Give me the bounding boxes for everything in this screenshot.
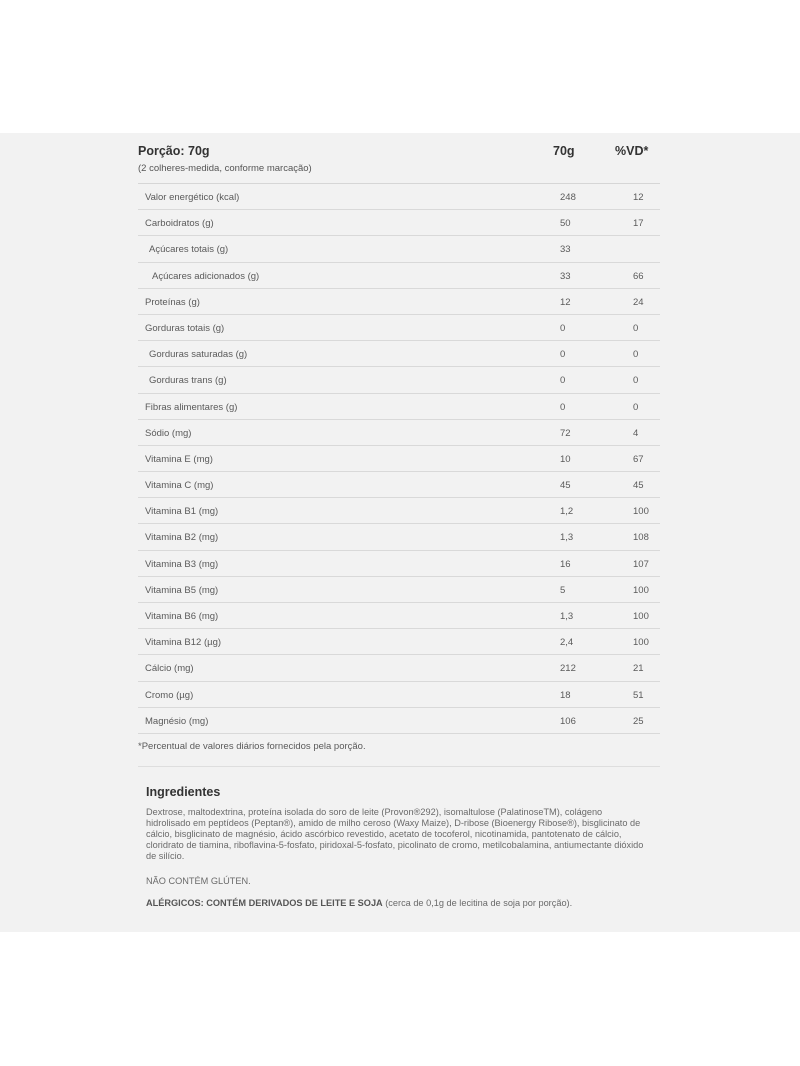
table-row [138, 524, 660, 550]
nutrient-name: Vitamina C (mg) [145, 480, 214, 492]
nutrient-amount: 212 [560, 663, 576, 675]
nutrient-amount: 72 [560, 427, 571, 439]
allergen-notice [146, 898, 572, 908]
nutrient-name: Gorduras trans (g) [149, 375, 227, 387]
nutrient-name: Vitamina B6 (mg) [145, 611, 219, 622]
nutrient-vd: 0 [633, 375, 639, 387]
nutrient-amount: 50 [560, 218, 571, 230]
nutrient-amount: 16 [560, 558, 571, 570]
table-row [138, 367, 660, 393]
nutrient-vd: 51 [633, 689, 644, 701]
nutrient-amount: 33 [560, 244, 571, 256]
nutrient-vd: 108 [633, 532, 649, 544]
nutrient-name: Carboidratos (g) [145, 218, 214, 230]
nutrient-name: Sódio (mg) [145, 427, 192, 439]
allergen-label: ALÉRGICOS: CONTÉM DERIVADOS DE LEITE E SOJA [146, 898, 383, 908]
nutrient-vd: 100 [633, 637, 649, 649]
table-row [138, 184, 660, 210]
nutrient-vd: 100 [633, 611, 649, 622]
nutrient-amount: 2,4 [560, 637, 574, 649]
nutrient-name: Fibras alimentares (g) [145, 401, 238, 413]
nutrient-amount: 1,3 [560, 611, 574, 622]
allergen-note: (cerca de 0,1g de lecitina de soja por porção). [382, 898, 573, 908]
nutrient-vd: 100 [633, 584, 649, 596]
table-row [138, 420, 660, 446]
nutrient-amount: 5 [560, 584, 566, 596]
nutrient-vd: 0 [633, 322, 639, 334]
nutrient-amount: 18 [560, 689, 571, 701]
table-row [138, 629, 660, 655]
nutrient-rows [138, 184, 660, 734]
nutrient-vd: 0 [633, 401, 639, 413]
nutrient-vd: 66 [633, 270, 644, 282]
nutrient-amount: 0 [560, 349, 566, 361]
nutrient-amount: 0 [560, 375, 566, 387]
nutrient-name: Cálcio (mg) [145, 663, 194, 675]
nutrient-amount: 0 [560, 401, 566, 413]
footnote: *Percentual de valores diários fornecidos pela porção. [138, 741, 366, 752]
nutrition-table [138, 142, 660, 734]
nutrient-name: Cromo (µg) [145, 689, 194, 701]
nutrient-vd: 17 [633, 218, 644, 230]
nutrient-name: Vitamina B1 (mg) [145, 506, 219, 518]
amount-column-header: 70g [553, 144, 575, 158]
nutrient-vd: 4 [633, 427, 639, 439]
table-header [138, 142, 660, 184]
table-row [138, 210, 660, 236]
nutrient-amount: 10 [560, 453, 571, 465]
nutrient-amount: 33 [560, 270, 571, 282]
nutrient-name: Magnésio (mg) [145, 715, 209, 727]
nutrient-amount: 12 [560, 296, 571, 308]
table-row [138, 289, 660, 315]
serving-title: Porção: 70g [138, 144, 210, 158]
nutrient-amount: 106 [560, 715, 576, 727]
nutrient-name: Vitamina B3 (mg) [145, 558, 219, 570]
serving-subtitle: (2 colheres-medida, conforme marcação) [138, 163, 312, 174]
nutrient-vd: 24 [633, 296, 644, 308]
nutrient-vd: 21 [633, 663, 644, 675]
nutrient-amount: 0 [560, 322, 566, 334]
nutrient-name: Açúcares adicionados (g) [152, 270, 260, 282]
nutrient-name: Açúcares totais (g) [149, 244, 229, 256]
nutrient-name: Gorduras totais (g) [145, 322, 225, 334]
table-row [138, 603, 660, 629]
nutrient-name: Vitamina B2 (mg) [145, 532, 219, 544]
table-row [138, 446, 660, 472]
table-row [138, 394, 660, 420]
table-row [138, 236, 660, 262]
nutrient-vd: 25 [633, 715, 644, 727]
ingredients-text: Dextrose, maltodextrina, proteína isolada do soro de leite (Provon®292), isomaltulose (PalatinoseTM), colágeno hidrolisado em peptídeos (Peptan®), amido de milho ceroso (Waxy Maize), D-ribose (Bioenergy Ribose®), bisglicinato de cálcio, bisglicinato de magnésio, ácido ascórbico revestido, acetato de tocoferol, nicotinamida, pantotenato de cálcio, cloridrato de tiamina, riboflavina-5-fosfato, piridoxal-5-fosfato, picolinato de cromo, metilcobalamina, antiumectante dióxido de silício. [146, 807, 644, 861]
nutrient-vd: 100 [633, 506, 649, 518]
nutrient-name: Gorduras saturadas (g) [149, 349, 248, 361]
nutrient-amount: 1,3 [560, 532, 574, 544]
table-row [138, 577, 660, 603]
nutrient-name: Vitamina B12 (µg) [145, 637, 222, 649]
gluten-notice: NÃO CONTÉM GLÚTEN. [146, 876, 251, 886]
table-row [138, 682, 660, 708]
nutrient-vd: 67 [633, 453, 644, 465]
nutrient-vd: 0 [633, 349, 639, 361]
table-row [138, 655, 660, 681]
nutrient-name: Vitamina B5 (mg) [145, 584, 219, 596]
nutrient-name: Vitamina E (mg) [145, 453, 213, 465]
vd-column-header: %VD* [615, 144, 649, 158]
table-row [138, 341, 660, 367]
nutrient-amount: 1,2 [560, 506, 574, 518]
nutrient-vd: 12 [633, 192, 644, 203]
table-row [138, 315, 660, 341]
nutrient-vd: 45 [633, 480, 644, 492]
nutrient-vd: 107 [633, 558, 649, 570]
nutrient-amount: 45 [560, 480, 571, 492]
nutrient-name: Proteínas (g) [145, 296, 200, 308]
section-divider [138, 766, 660, 767]
table-row [138, 551, 660, 577]
nutrient-amount: 248 [560, 192, 576, 203]
ingredients-title: Ingredientes [146, 785, 221, 799]
table-row [138, 263, 660, 289]
table-row [138, 498, 660, 524]
table-row [138, 708, 660, 734]
table-row [138, 472, 660, 498]
nutrient-name: Valor energético (kcal) [145, 192, 240, 203]
